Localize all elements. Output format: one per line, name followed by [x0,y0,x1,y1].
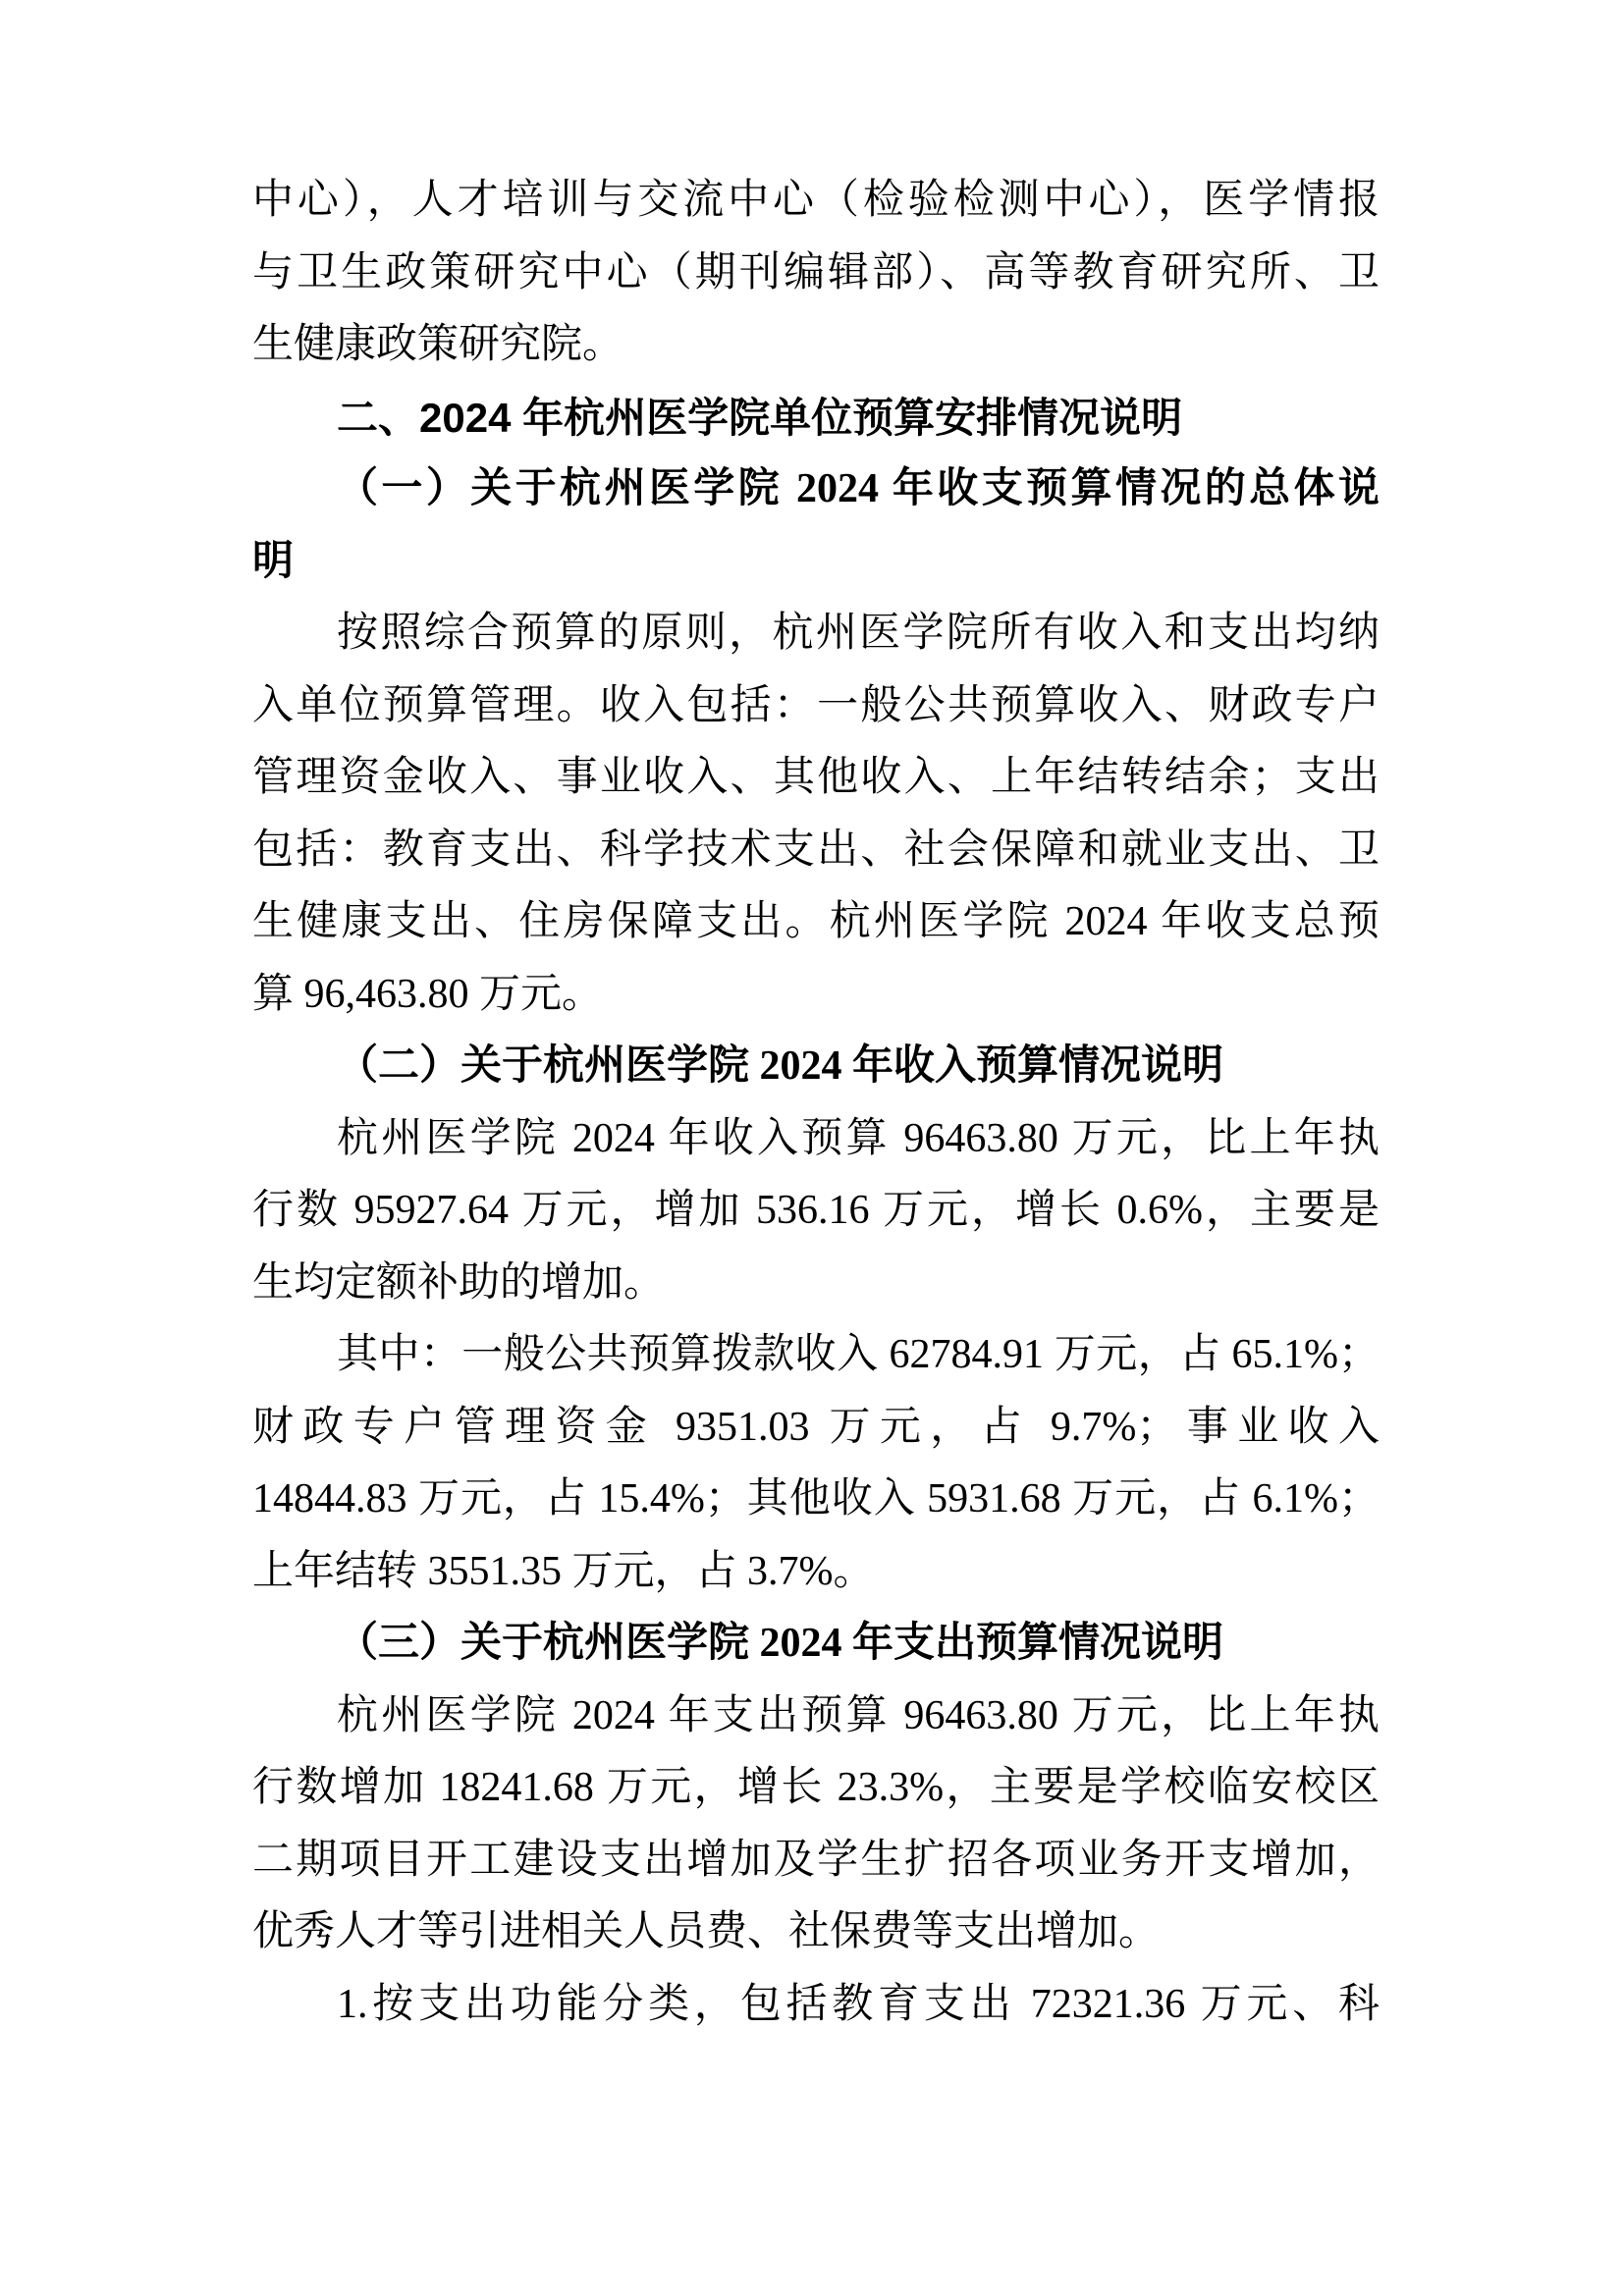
section-heading-line: （一）关于杭州医学院 2024 年收支预算情况的总体说 [337,466,1380,511]
paragraph-line: 上年结转 3551.35 万元，占 3.7%。 [252,1548,875,1594]
paragraph-line: 优秀人才等引进相关人员费、社保费等支出增加。 [252,1909,1161,1954]
paragraph-line: 中心），人才培训与交流中心（检验检测中心），医学情报 [252,178,1380,223]
chapter-heading-line: 二、2024 年杭州医学院单位预算安排情况说明 [337,394,1183,441]
document-content [252,165,1380,2041]
section-heading-line: （二）关于杭州医学院 2024 年收入预算情况说明 [337,1043,1224,1089]
section-heading-line: 明 [252,538,295,584]
paragraph-line: 与卫生政策研究中心（期刊编辑部）、高等教育研究所、卫 [252,249,1380,295]
paragraph-line: 生健康支出、住房保障支出。杭州医学院 2024 年收支总预 [252,899,1380,944]
paragraph-line: 杭州医学院 2024 年收入预算 96463.80 万元，比上年执 [337,1115,1380,1161]
paragraph-line: 生健康政策研究院。 [252,322,624,367]
paragraph-line: 14844.83 万元，占 15.4%；其他收入 5931.68 万元，占 6.1%； [252,1476,1380,1522]
paragraph-line: 杭州医学院 2024 年支出预算 96463.80 万元，比上年执 [337,1692,1380,1738]
paragraph-line: 算 96,463.80 万元。 [252,971,604,1017]
paragraph-line: 生均定额补助的增加。 [252,1259,666,1306]
paragraph-line: 财政专户管理资金 9351.03 万元，占 9.7%；事业收入 [252,1404,1380,1450]
paragraph-line: 包括：教育支出、科学技术支出、社会保障和就业支出、卫 [252,827,1380,873]
paragraph-line: 管理资金收入、事业收入、其他收入、上年结转结余；支出 [252,755,1380,800]
paragraph-line: 其中：一般公共预算拨款收入 62784.91 万元，占 65.1%； [337,1332,1380,1377]
paragraph-line: 入单位预算管理。收入包括：一般公共预算收入、财政专户 [252,682,1380,728]
section-heading-line: （三）关于杭州医学院 2024 年支出预算情况说明 [337,1621,1224,1666]
paragraph-line: 二期项目开工建设支出增加及学生扩招各项业务开支增加， [252,1837,1380,1883]
paragraph-line: 1.按支出功能分类，包括教育支出 72321.36 万元、科 [337,1981,1380,2027]
paragraph-line: 按照综合预算的原则，杭州医学院所有收入和支出均纳 [337,611,1380,656]
paragraph-line: 行数增加 18241.68 万元，增长 23.3%，主要是学校临安校区 [252,1765,1380,1810]
paragraph-line: 行数 95927.64 万元，增加 536.16 万元，增长 0.6%，主要是 [252,1188,1380,1233]
